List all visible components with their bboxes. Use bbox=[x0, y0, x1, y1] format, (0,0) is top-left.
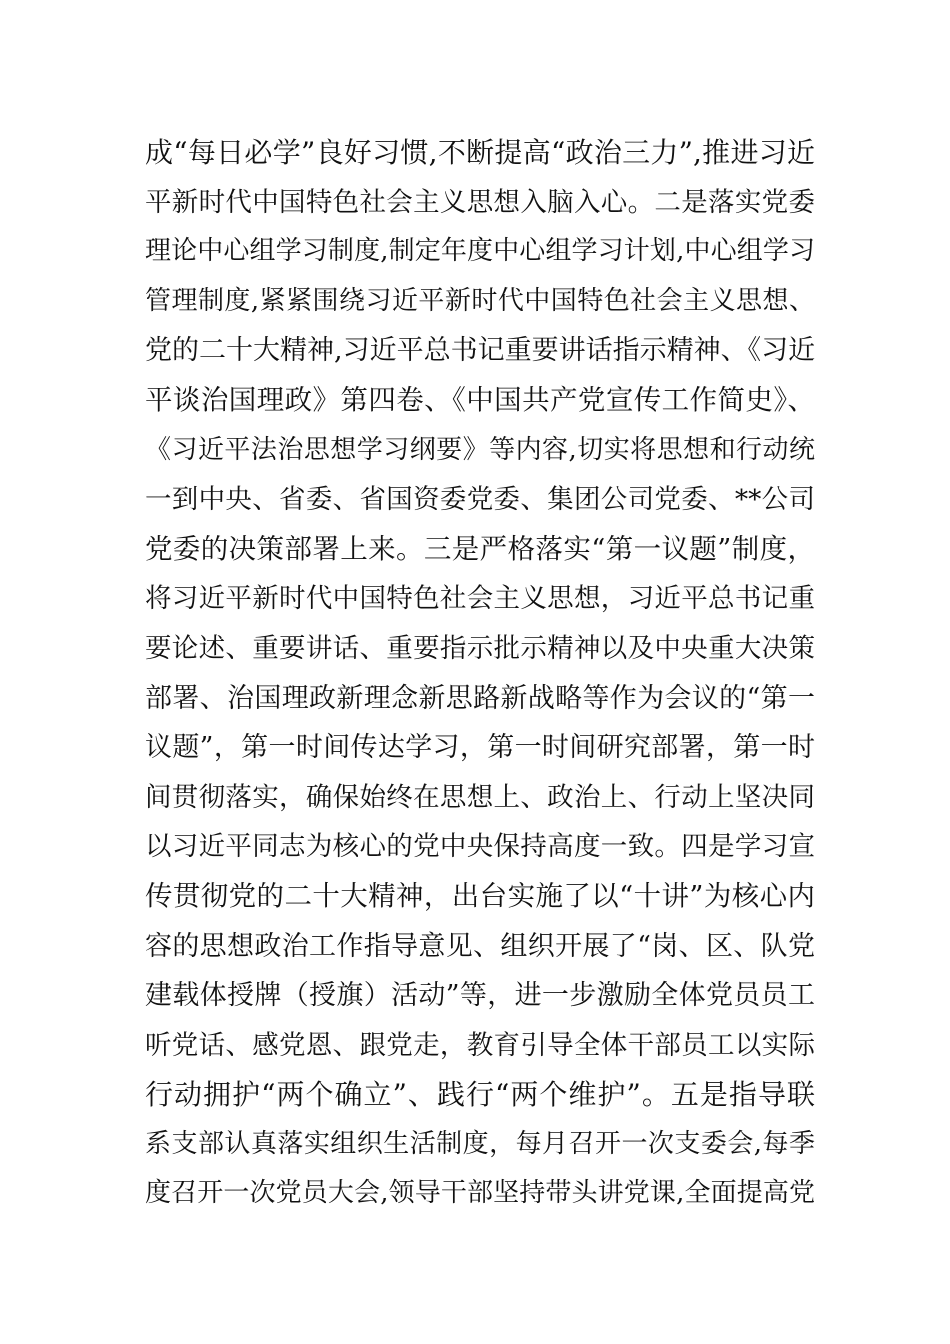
text-line: 《习近平法治思想学习纲要》等内容,切实将思想和行动统 bbox=[145, 434, 815, 465]
text-line: 部署、治国理政新理念新思路新战略等作为会议的“第一 bbox=[145, 682, 815, 714]
text-line: 理论中心组学习制度,制定年度中心组学习计划,中心组学习 bbox=[145, 236, 815, 267]
text-line: 度召开一次党员大会,领导干部坚持带头讲党课,全面提高党 bbox=[145, 1178, 815, 1209]
text-line: 管理制度,紧紧围绕习近平新时代中国特色社会主义思想、 bbox=[145, 285, 815, 316]
text-line: 间贯彻落实，确保始终在思想上、政治上、行动上坚决同 bbox=[145, 781, 815, 813]
text-line: 容的思想政治工作指导意见、组织开展了“岗、区、队党 bbox=[145, 930, 815, 962]
text-line: 平新时代中国特色社会主义思想入脑入心。二是落实党委 bbox=[145, 186, 815, 218]
text-line: 建载体授牌（授旗）活动”等，进一步激励全体党员员工 bbox=[145, 980, 815, 1012]
text-line: 行动拥护“两个确立”、践行“两个维护”。五是指导联 bbox=[145, 1078, 815, 1112]
body-paragraph bbox=[145, 128, 815, 1219]
text-line: 以习近平同志为核心的党中央保持高度一致。四是学习宣 bbox=[145, 831, 815, 863]
text-line: 党委的决策部署上来。三是严格落实“第一议题”制度， bbox=[145, 532, 815, 565]
text-line: 要论述、重要讲话、重要指示批示精神以及中央重大决策 bbox=[145, 632, 815, 664]
text-line: 听党话、感党恩、跟党走，教育引导全体干部员工以实际 bbox=[145, 1029, 815, 1061]
text-line: 一到中央、省委、省国资委党委、集团公司党委、**公司 bbox=[145, 484, 815, 516]
text-line: 议题”，第一时间传达学习，第一时间研究部署，第一时 bbox=[145, 732, 815, 764]
text-line: 将习近平新时代中国特色社会主义思想，习近平总书记重 bbox=[145, 583, 815, 615]
text-line: 传贯彻党的二十大精神，出台实施了以“十讲”为核心内 bbox=[145, 879, 815, 912]
text-line: 平谈治国理政》第四卷、《中国共产党宣传工作简史》、 bbox=[145, 383, 815, 416]
text-line: 成“每日必学”良好习惯,不断提高“政治三力”,推进习近 bbox=[145, 136, 815, 169]
text-line: 系支部认真落实组织生活制度，每月召开一次支委会,每季 bbox=[145, 1128, 815, 1159]
text-line: 党的二十大精神,习近平总书记重要讲话指示精神、《习近 bbox=[145, 335, 816, 367]
